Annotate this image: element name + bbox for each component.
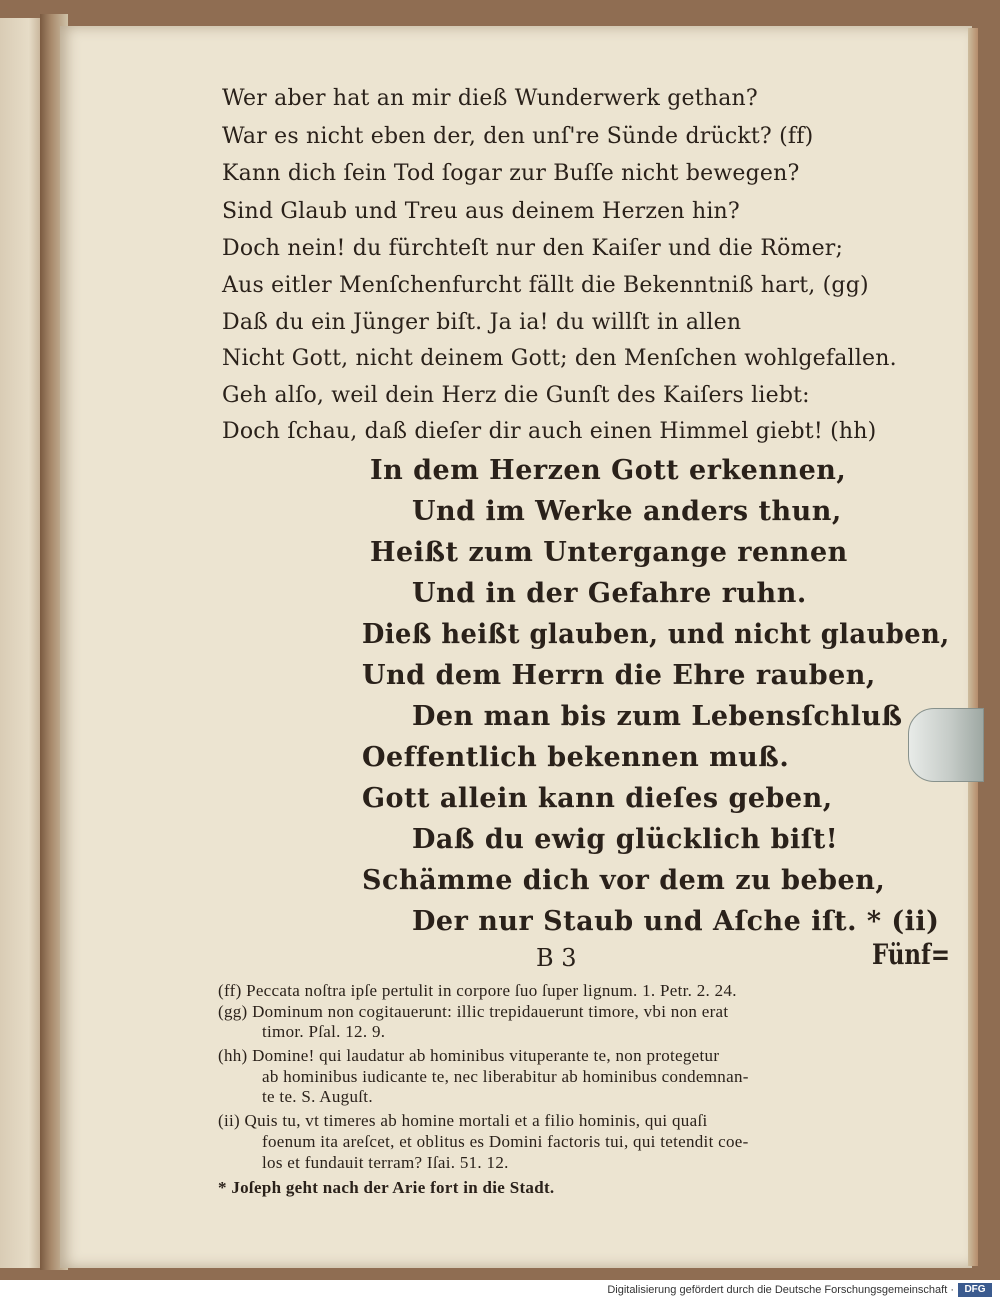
- stage-direction: * Joſeph geht nach der Arie fort in die Stadt.: [218, 1178, 555, 1197]
- aria-line: Oeffentlich bekennen muß.: [362, 742, 790, 773]
- aria-line: Den man bis zum Lebensſchluß: [412, 701, 903, 732]
- verse-line: Wer aber hat an mir dieß Wunderwerk gethan?: [222, 86, 758, 111]
- verse-line: Nicht Gott, nicht deinem Gott; den Menſchen wohlgefallen.: [222, 346, 897, 371]
- footnote-hh-cont: ab hominibus iudicante te, nec liberabitur ab hominibus condemnan-: [262, 1067, 749, 1086]
- dfg-logo: DFG: [958, 1283, 992, 1297]
- verse-line: Aus eitler Menſchenfurcht fällt die Bekenntniß hart, (gg): [222, 273, 869, 298]
- footnote-ff: (ff) Peccata noſtra ipſe pertulit in corpore ſuo ſuper lignum. 1. Petr. 2. 24.: [218, 981, 737, 1000]
- verse-line: Doch ſchau, daß dieſer dir auch einen Himmel giebt! (hh): [222, 419, 877, 444]
- aria-line: Schämme dich vor dem zu beben,: [362, 865, 886, 896]
- footnote-ii-cont: foenum ita areſcet, et oblitus es Domini factoris tui, qui tetendit coe-: [262, 1132, 749, 1151]
- verse-line: Sind Glaub und Treu aus deinem Herzen hin?: [222, 199, 740, 224]
- aria-line: Heißt zum Untergange rennen: [370, 537, 848, 568]
- footnote-ii-cont: los et fundauit terram? Iſai. 51. 12.: [262, 1153, 509, 1172]
- footnote-gg: (gg) Dominum non cogitauerunt: illic trepidauerunt timore, vbi non erat: [218, 1002, 729, 1021]
- footnote-ii: (ii) Quis tu, vt timeres ab homine mortali et a filio hominis, qui quaſi: [218, 1111, 708, 1130]
- verse-line: Daß du ein Jünger biſt. Ja ia! du willſt in allen: [222, 310, 742, 335]
- aria-line: Und im Werke anders thun,: [412, 496, 842, 527]
- verse-line: Doch nein! du fürchteſt nur den Kaiſer und die Römer;: [222, 236, 844, 261]
- footnote-hh-cont: te te. S. Auguſt.: [262, 1087, 373, 1106]
- aria-line: Gott allein kann dieſes geben,: [362, 783, 833, 814]
- signature-mark: B 3: [536, 944, 577, 972]
- verse-line: Kann dich ſein Tod ſogar zur Buſſe nicht bewegen?: [222, 161, 800, 186]
- funding-credit: Digitalisierung gefördert durch die Deutsche Forschungsgemeinschaft ·: [607, 1284, 954, 1296]
- aria-line: Der nur Staub und Aſche iſt. * (ii): [412, 906, 940, 937]
- verse-line: Geh alſo, weil dein Herz die Gunſt des Kaiſers liebt:: [222, 383, 810, 408]
- verse-line: War es nicht eben der, den unſ're Sünde drückt? (ff): [222, 124, 814, 149]
- aria-line: Und in der Gefahre ruhn.: [412, 578, 807, 609]
- footnote-gg-cont: timor. Pſal. 12. 9.: [262, 1022, 386, 1041]
- aria-line: Daß du ewig glücklich biſt!: [412, 824, 839, 855]
- catchword: Fünf=: [872, 938, 951, 971]
- aria-line: Und dem Herrn die Ehre rauben,: [362, 660, 876, 691]
- aria-line: In dem Herzen Gott erkennen,: [370, 455, 847, 486]
- aria-line: Dieß heißt glauben, und nicht glauben,: [362, 619, 950, 650]
- footnote-hh: (hh) Domine! qui laudatur ab hominibus vituperante te, non protegetur: [218, 1046, 720, 1065]
